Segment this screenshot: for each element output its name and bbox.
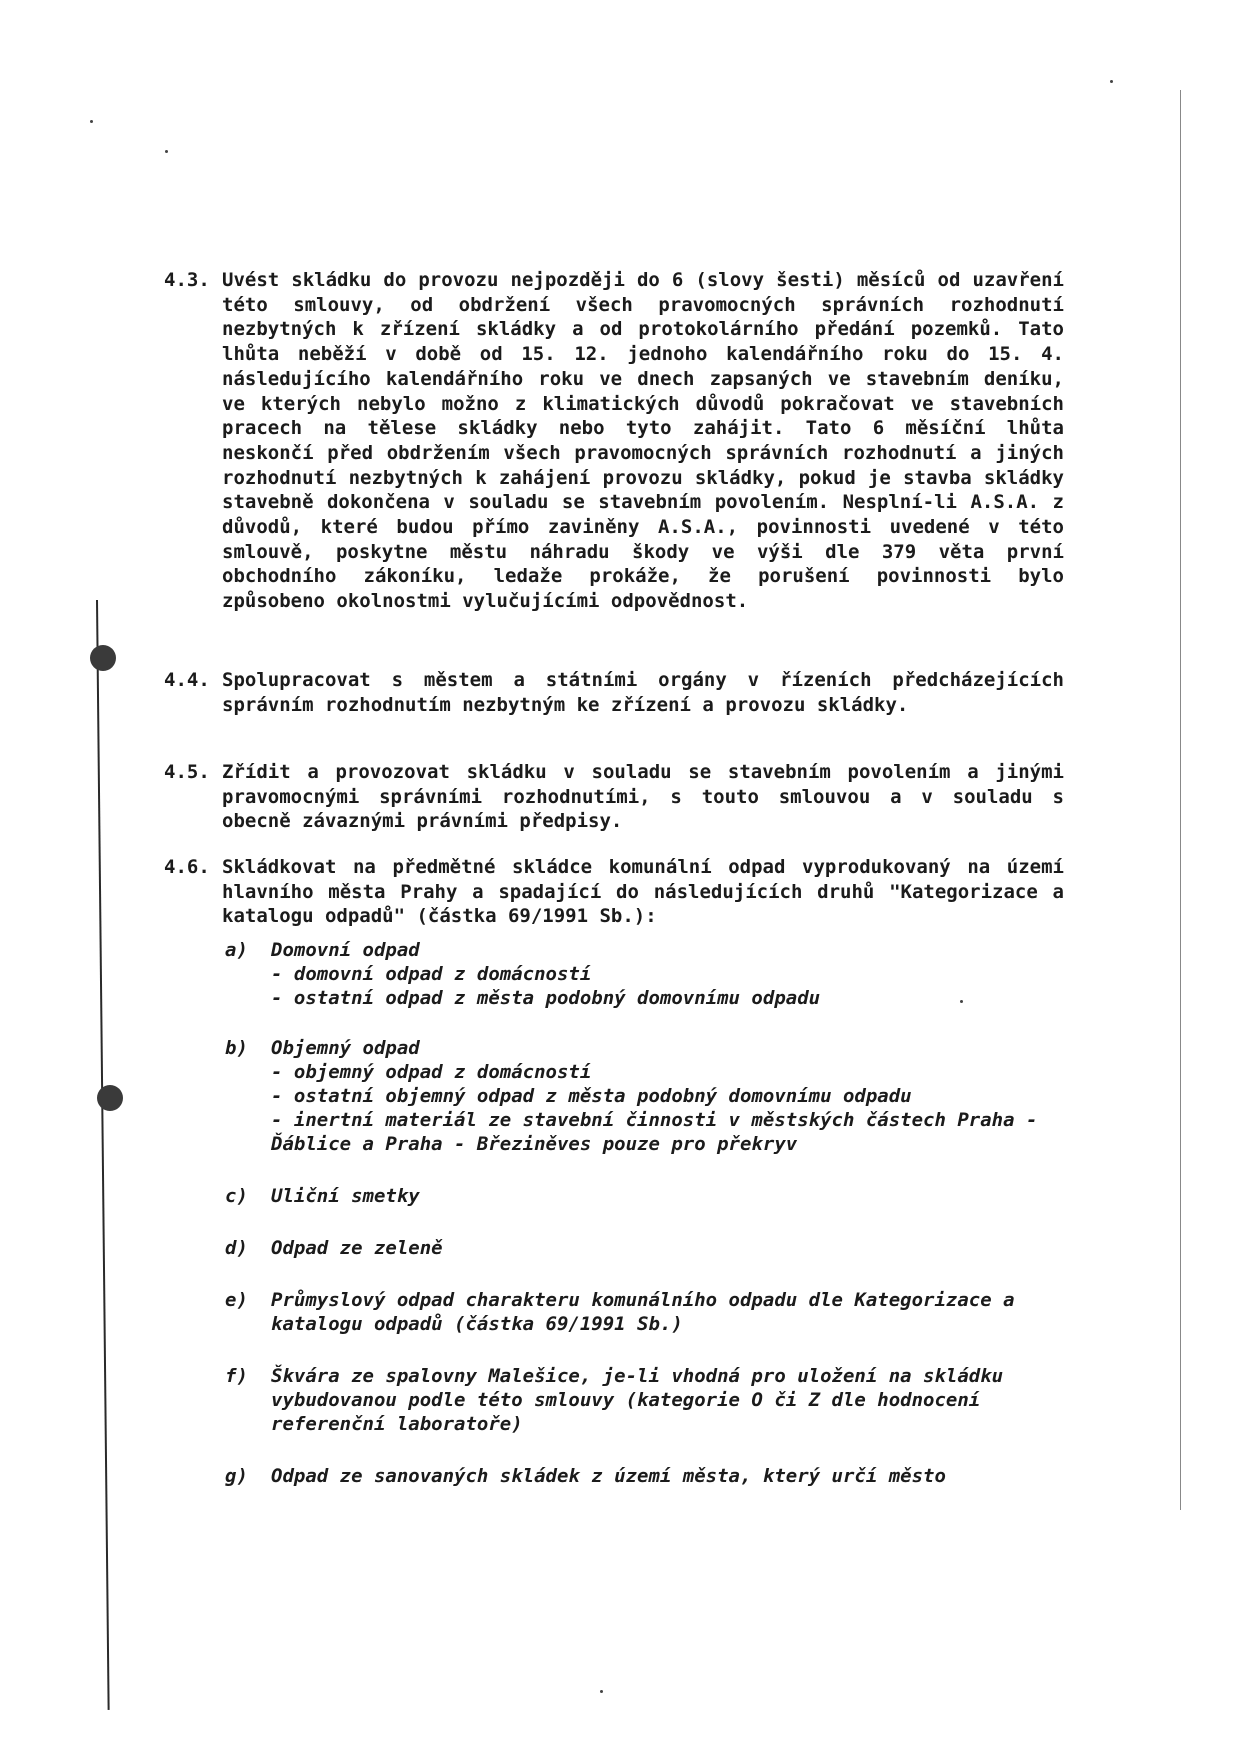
item-letter: a) [225, 939, 248, 961]
clause-text: Spolupracovat s městem a státními orgány v řízeních předcházejících správním rozhodnutím nezbytným ke zřízení a provozu skládky. [222, 669, 1064, 716]
scan-speck [165, 150, 168, 153]
list-item [225, 1364, 1075, 1436]
scan-speck [90, 120, 93, 123]
scan-speck [600, 1690, 603, 1693]
scan-speck [1110, 80, 1113, 83]
item-letter: g) [225, 1465, 248, 1487]
item-title: Odpad ze sanovaných skládek z území města, který určí město [271, 1465, 946, 1487]
list-item [225, 1236, 1075, 1260]
binding-line [96, 600, 110, 1710]
item-title: Škvára ze spalovny Malešice, je-li vhodná pro uložení na skládku vybudovanou podle této smlouvy (kategorie O či Z dle hodnocení referenční laboratoře) [271, 1365, 1004, 1435]
list-item [225, 1288, 1075, 1336]
item-letter: e) [225, 1289, 248, 1311]
list-item [225, 1036, 1075, 1156]
item-title: Domovní odpad [271, 939, 420, 961]
clause-4-3 [164, 268, 1064, 614]
list-item [225, 1184, 1075, 1208]
item-title: Uliční smetky [271, 1185, 420, 1207]
waste-type-list [225, 938, 1075, 1516]
item-letter: c) [225, 1185, 248, 1207]
clause-number: 4.4. [164, 669, 210, 691]
clause-text: Zřídit a provozovat skládku v souladu se stavebním povolením a jinými pravomocnými správními rozhodnutími, s touto smlouvou a v souladu s obecně závaznými právními předpisy. [222, 761, 1064, 833]
item-title: Objemný odpad [271, 1037, 420, 1059]
clause-4-5 [164, 760, 1064, 834]
clause-text: Uvést skládku do provozu nejpozději do 6 (slovy šesti) měsíců od uzavření této smlouvy, od obdržení všech pravomocných správních rozhodnutí nezbytných k zřízení skládky a od protokolárního předání pozemků. Tato lhůta neběží v době od 15. 12. jednoho kalendářního roku do 15. 4. následujícího kalendářního roku ve dnech zapsaných ve stavebním deníku, ve kterých nebylo možno z klimatických důvodů pokračovat ve stavebních pracech na tělese skládky nebo tyto zahájit. Tato 6 měsíční lhůta neskončí před obdržením všech pravomocných správních rozhodnutí a jiných rozhodnutí nezbytných k zahájení provozu skládky, pokud je stavba skládky stavebně dokončena v souladu se stavebním povolením. Nesplní-li A.S.A. z důvodů, které budou přímo zaviněny A.S.A., povinnosti uvedené v této smlouvě, poskytne městu náhradu škody ve výši dle 379 věta první obchodního zákoníku, ledaže prokáže, že porušení povinnosti bylo způsobeno okolnostmi vylučujícími odpovědnost. [222, 269, 1064, 613]
margin-line [1180, 90, 1181, 1510]
list-item [225, 1464, 1075, 1488]
item-subitems: - objemný odpad z domácností - ostatní objemný odpad z města podobný domovnímu odpadu - inertní materiál ze stavební činnosti v městských částech Praha - Ďáblice a Praha - Březiněves pouze pro překryv [271, 1061, 1038, 1155]
item-subitems: - domovní odpad z domácností - ostatní odpad z města podobný domovnímu odpadu [271, 963, 821, 1009]
item-title: Odpad ze zeleně [271, 1237, 443, 1259]
punch-hole [90, 645, 116, 671]
clause-number: 4.5. [164, 761, 210, 783]
clause-number: 4.6. [164, 856, 210, 878]
clause-number: 4.3. [164, 269, 210, 291]
punch-hole [97, 1085, 123, 1111]
item-title: Průmyslový odpad charakteru komunálního odpadu dle Kategorizace a katalogu odpadů (částka 69/1991 Sb.) [271, 1289, 1015, 1335]
clause-4-4 [164, 668, 1064, 717]
item-letter: b) [225, 1037, 248, 1059]
list-item [225, 938, 1075, 1010]
item-letter: f) [225, 1365, 248, 1387]
item-letter: d) [225, 1237, 248, 1259]
clause-4-6 [164, 855, 1064, 929]
clause-text: Skládkovat na předmětné skládce komunální odpad vyprodukovaný na území hlavního města Prahy a spadající do následujících druhů "Kategorizace a katalogu odpadů" (částka 69/1991 Sb.): [222, 856, 1064, 928]
